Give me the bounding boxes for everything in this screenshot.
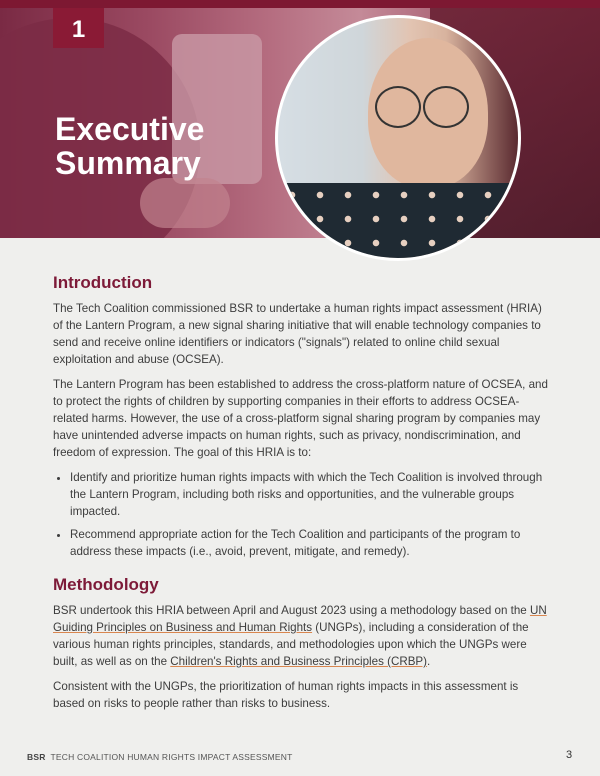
methodology-text: (UNGPs), including a consideration of the various human rights principles, standards, and methodologies upon which the UNGPs were built, as well as on the xyxy=(53,621,529,668)
goal-item: • Recommend appropriate action for the Tech Coalition and participants of the program to address these impacts (i.e., avoid, prevent, mitigate, and remedy). xyxy=(70,526,553,560)
title-line-2: Summary xyxy=(55,145,201,181)
main-content xyxy=(53,272,553,720)
methodology-text: BSR undertook this HRIA between April and August 2023 using a methodology based on the xyxy=(53,604,530,617)
hero-hand xyxy=(140,178,230,228)
page-title xyxy=(55,112,204,180)
glasses-lens-right xyxy=(423,86,469,128)
introduction-paragraph-2: The Lantern Program has been established to address the cross-platform nature of OCSEA, and to protect the rights of children by supporting companies in their efforts to address OCSEA-related harms. However, the use of a cross-platform signal sharing program by companies may have unintended adverse impacts on human rights, such as privacy, nondiscrimination, and freedom of expression. The goal of this HRIA is to: xyxy=(53,378,548,459)
chapter-number-badge: 1 xyxy=(53,8,104,48)
methodology-paragraph-1 xyxy=(53,602,553,670)
goals-list xyxy=(53,469,553,560)
introduction-paragraph-1: The Tech Coalition commissioned BSR to undertake a human rights impact assessment (HRIA) of the Lantern Program, a new signal sharing initiative that will enable technology companies to send and receive online identifiers or indicators ("signals") related to online child sexual exploitation and abuse (OCSEA). xyxy=(53,302,542,366)
methodology-paragraph-2: Consistent with the UNGPs, the prioritization of human rights impacts in this assessment is based on risks to people rather than risks to business. xyxy=(53,680,519,710)
ungp-link[interactable]: UN Guiding Principles on Business and Human Rights xyxy=(53,604,547,634)
page-number: 3 xyxy=(566,749,573,761)
glasses-lens-left xyxy=(375,86,421,128)
circular-portrait-photo xyxy=(275,15,521,261)
methodology-section xyxy=(53,574,553,712)
footer xyxy=(27,752,293,762)
methodology-text: . xyxy=(427,655,431,668)
portrait-polka-dot-shirt xyxy=(278,183,521,261)
title-line-1: Executive xyxy=(55,111,205,147)
goal-item: • Identify and prioritize human rights impacts with which the Tech Coalition is involved through the Lantern Program, including both risks and opportunities, and the vulnerable groups impacted. xyxy=(70,469,553,520)
introduction-heading: Introduction xyxy=(53,273,153,292)
introduction-section xyxy=(53,272,553,560)
methodology-heading: Methodology xyxy=(53,575,159,594)
top-bar xyxy=(0,0,600,8)
crbp-link[interactable]: Children's Rights and Business Principles (CRBP) xyxy=(170,655,428,668)
footer-document-title: TECH COALITION HUMAN RIGHTS IMPACT ASSESSMENT xyxy=(50,752,293,762)
footer-brand: BSR xyxy=(27,752,46,762)
